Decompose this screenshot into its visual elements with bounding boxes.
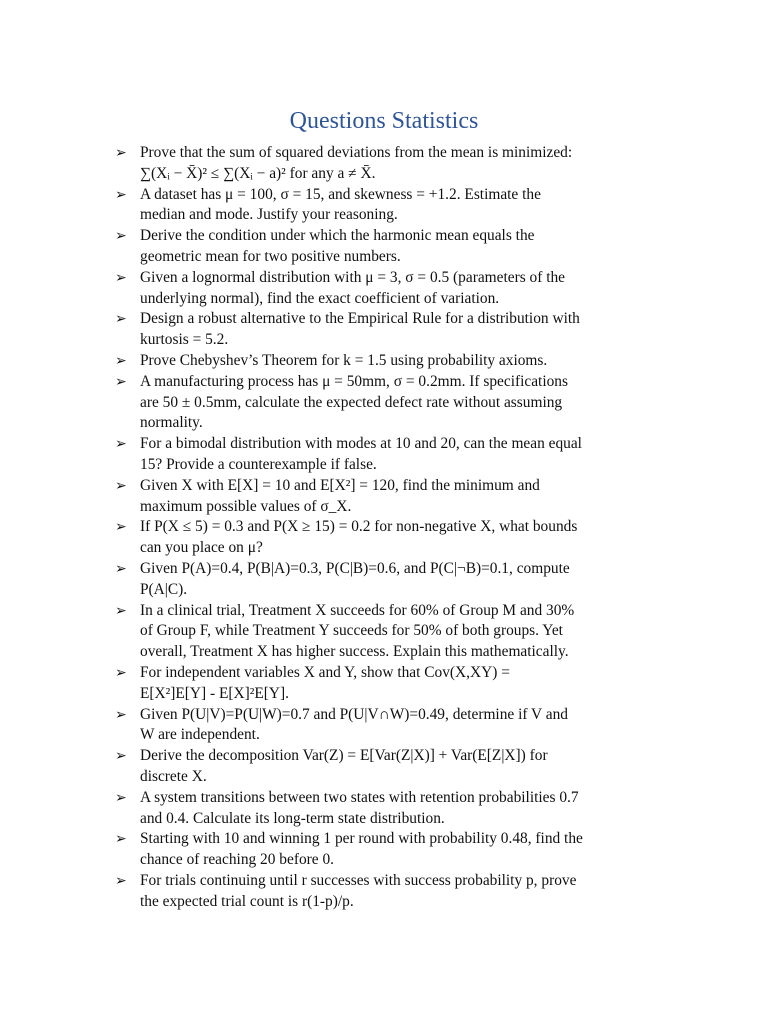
question-text: For a bimodal distribution with modes at 10 and 20, can the mean equal 15? Provide a counterexample if false. xyxy=(140,435,582,473)
page-title: Questions Statistics xyxy=(289,108,479,134)
question-text: A dataset has μ = 100, σ = 15, and skewness = +1.2. Estimate the median and mode. Justify your reasoning. xyxy=(140,185,541,224)
question-item xyxy=(115,746,675,788)
arrowhead-bullet-icon: ➢ xyxy=(115,664,127,681)
question-item xyxy=(115,268,675,310)
arrowhead-bullet-icon: ➢ xyxy=(115,311,127,328)
question-text: Prove Chebyshev’s Theorem for k = 1.5 using probability axioms. xyxy=(140,351,548,369)
question-text: Starting with 10 and winning 1 per round with probability 0.48, find the chance of reaching 20 before 0. xyxy=(140,830,583,869)
arrowhead-bullet-icon: ➢ xyxy=(115,519,127,536)
question-item xyxy=(115,788,675,830)
question-text: Given a lognormal distribution with μ = 3, σ = 0.5 (parameters of the underlying normal), find the exact coefficient of variation. xyxy=(140,268,566,307)
question-item xyxy=(115,476,675,518)
question-item xyxy=(115,143,675,185)
question-text: Derive the condition under which the harmonic mean equals the geometric mean for two positive numbers. xyxy=(140,227,535,265)
arrowhead-bullet-icon: ➢ xyxy=(115,706,127,723)
question-text: Given X with E[X] = 10 and E[X²] = 120, find the minimum and maximum possible values of σ_X. xyxy=(140,476,540,515)
question-list xyxy=(115,143,675,912)
arrowhead-bullet-icon: ➢ xyxy=(115,748,127,765)
question-text: For independent variables X and Y, show that Cov(X,XY) = E[X²]E[Y] - E[X]²E[Y]. xyxy=(140,663,510,702)
question-item xyxy=(115,871,675,913)
arrowhead-bullet-icon: ➢ xyxy=(115,789,127,806)
question-text: Prove that the sum of squared deviations from the mean is minimized: ∑(Xᵢ − X̄)² ≤ ∑(Xᵢ − a)² for any a ≠ X̄. xyxy=(140,144,573,182)
question-text: Given P(U|V)=P(U|W)=0.7 and P(U|V∩W)=0.49, determine if V and W are independent. xyxy=(140,705,568,744)
question-text: Design a robust alternative to the Empirical Rule for a distribution with kurtosis = 5.2. xyxy=(140,310,580,349)
arrowhead-bullet-icon: ➢ xyxy=(115,560,127,577)
arrowhead-bullet-icon: ➢ xyxy=(115,373,127,390)
question-text: A manufacturing process has μ = 50mm, σ = 0.2mm. If specifications are 50 ± 0.5mm, calculate the expected defect rate without assuming normality. xyxy=(140,372,568,432)
question-item xyxy=(115,705,675,747)
arrowhead-bullet-icon: ➢ xyxy=(115,145,127,161)
question-text: If P(X ≤ 5) = 0.3 and P(X ≥ 15) = 0.2 for non-negative X, what bounds can you place on μ? xyxy=(140,518,578,557)
arrowhead-bullet-icon: ➢ xyxy=(115,872,127,889)
question-item xyxy=(115,517,675,559)
question-text: Given P(A)=0.4, P(B|A)=0.3, P(C|B)=0.6, and P(C|¬B)=0.1, compute P(A|C). xyxy=(140,559,570,598)
question-item xyxy=(115,185,675,227)
arrowhead-bullet-icon: ➢ xyxy=(115,186,127,203)
arrowhead-bullet-icon: ➢ xyxy=(115,602,127,619)
arrowhead-bullet-icon: ➢ xyxy=(115,228,127,245)
question-item xyxy=(115,829,675,871)
arrowhead-bullet-icon: ➢ xyxy=(115,269,127,286)
question-item xyxy=(115,226,675,268)
question-item xyxy=(115,372,675,434)
question-text: In a clinical trial, Treatment X succeeds for 60% of Group M and 30% of Group F, while Treatment Y succeeds for 50% of both groups. Yet overall, Treatment X has higher success. Explain this mathematically. xyxy=(140,601,575,661)
arrowhead-bullet-icon: ➢ xyxy=(115,477,127,494)
question-item xyxy=(115,663,675,705)
question-item xyxy=(115,601,675,663)
question-text: For trials continuing until r successes with success probability p, prove the expected trial count is r(1-p)/p. xyxy=(140,871,577,910)
question-text: Derive the decomposition Var(Z) = E[Var(Z|X)] + Var(E[Z|X]) for discrete X. xyxy=(140,747,548,785)
arrowhead-bullet-icon: ➢ xyxy=(115,436,127,453)
question-text: A system transitions between two states with retention probabilities 0.7 and 0.4. Calculate its long-term state distribution. xyxy=(140,788,579,827)
question-item xyxy=(115,351,675,372)
arrowhead-bullet-icon: ➢ xyxy=(115,831,127,848)
question-item xyxy=(115,434,675,476)
question-item xyxy=(115,309,675,351)
arrowhead-bullet-icon: ➢ xyxy=(115,352,127,369)
question-item xyxy=(115,559,675,601)
